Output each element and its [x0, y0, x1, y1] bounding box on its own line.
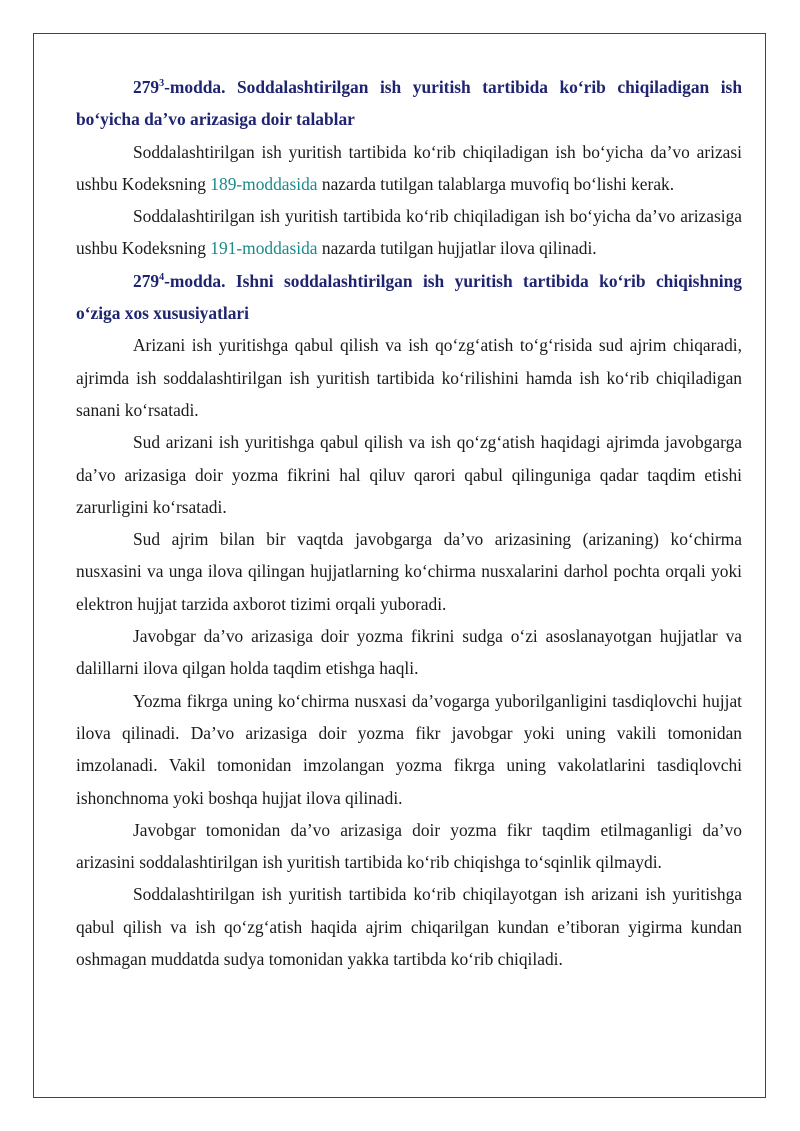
paragraph: Yozma fikrga uning ko‘chirma nusxasi da’vogarga yuborilganligini tasdiqlovchi hujjat ilova qilinadi. Da’vo arizasiga doir yozma fikr javobgar yoki uning vakili tomonidan imzolanadi. Vakil tomonidan imzolangan yozma fikrga uning vakolatlarini tasdiqlovchi ishonchnoma yoki boshqa hujjat ilova qilinadi. — [76, 690, 742, 808]
article-heading-279-3 — [76, 71, 742, 136]
paragraph — [76, 136, 742, 201]
paragraph: Javobgar da’vo arizasiga doir yozma fikrini sudga o‘zi asoslanayotgan hujjatlar va dalillarni ilova qilgan holda taqdim etishga haqli. — [76, 626, 742, 679]
paragraph-text: nazarda tutilgan hujjatlar ilova qilinadi. — [317, 238, 597, 259]
paragraph: Sud arizani ish yuritishga qabul qilish va ish qo‘zg‘atish haqidagi ajrimda javobgarga da’vo arizasiga doir yozma fikrini hal qiluv qarori qabul qilinguniga qadar taqdim etishi zarurligini ko‘rsatadi. — [76, 432, 742, 517]
article-number: 279 — [133, 270, 160, 291]
article-title: -modda. Ishni soddalashtirilgan ish yuritish tartibida ko‘rib chiqishning o‘ziga xos xususiyatlari — [76, 270, 742, 324]
paragraph: Javobgar tomonidan da’vo arizasiga doir yozma fikr taqdim etilmaganligi da’vo arizasini soddalashtirilgan ish yuritish tartibida ko‘rib chiqishga to‘sqinlik qilmaydi. — [76, 819, 742, 873]
article-superscript: 3 — [159, 78, 165, 89]
paragraph — [76, 200, 742, 265]
article-link-189[interactable]: 189-moddasida — [210, 173, 318, 194]
article-number: 279 — [133, 77, 160, 97]
document-body — [76, 71, 742, 975]
article-link-191[interactable]: 191-moddasida — [210, 238, 318, 259]
article-title: -modda. Soddalashtirilgan ish yuritish tartibida ko‘rib chiqiladigan ish bo‘yicha da’vo arizasiga doir talablar — [76, 77, 742, 130]
paragraph-text: Soddalashtirilgan ish yuritish tartibida ko‘rib chiqiladigan ish bo‘yicha da’vo arizasiga ushbu Kodeksning — [76, 206, 742, 259]
paragraph-text: Soddalashtirilgan ish yuritish tartibida ko‘rib chiqiladigan ish bo‘yicha da’vo arizasi ushbu Kodeksning — [76, 141, 742, 194]
article-superscript: 4 — [159, 271, 165, 283]
article-heading-279-4 — [76, 265, 742, 330]
paragraph-text: nazarda tutilgan talablarga muvofiq bo‘lishi kerak. — [317, 173, 675, 194]
paragraph: Sud ajrim bilan bir vaqtda javobgarga da’vo arizasining (arizaning) ko‘chirma nusxasini va unga ilova qilingan hujjatlarning ko‘chirma nusxalarini darhol pochta orqali yoki elektron hujjat tarzida axborot tizimi orqali yuboradi. — [76, 529, 742, 614]
paragraph: Arizani ish yuritishga qabul qilish va ish qo‘zg‘atish to‘g‘risida sud ajrim chiqaradi, ajrimda ish soddalashtirilgan ish yuritish tartibida ko‘rilishini hamda ish ko‘rib chiqiladigan sanani ko‘rsatadi. — [76, 335, 742, 420]
paragraph: Soddalashtirilgan ish yuritish tartibida ko‘rib chiqilayotgan ish arizani ish yuritishga qabul qilish va ish qo‘zg‘atish haqida ajrim chiqarilgan kundan e’tiboran yigirma kundan oshmagan muddatda sudya tomonidan yakka tartibda ko‘rib chiqiladi. — [76, 884, 742, 970]
